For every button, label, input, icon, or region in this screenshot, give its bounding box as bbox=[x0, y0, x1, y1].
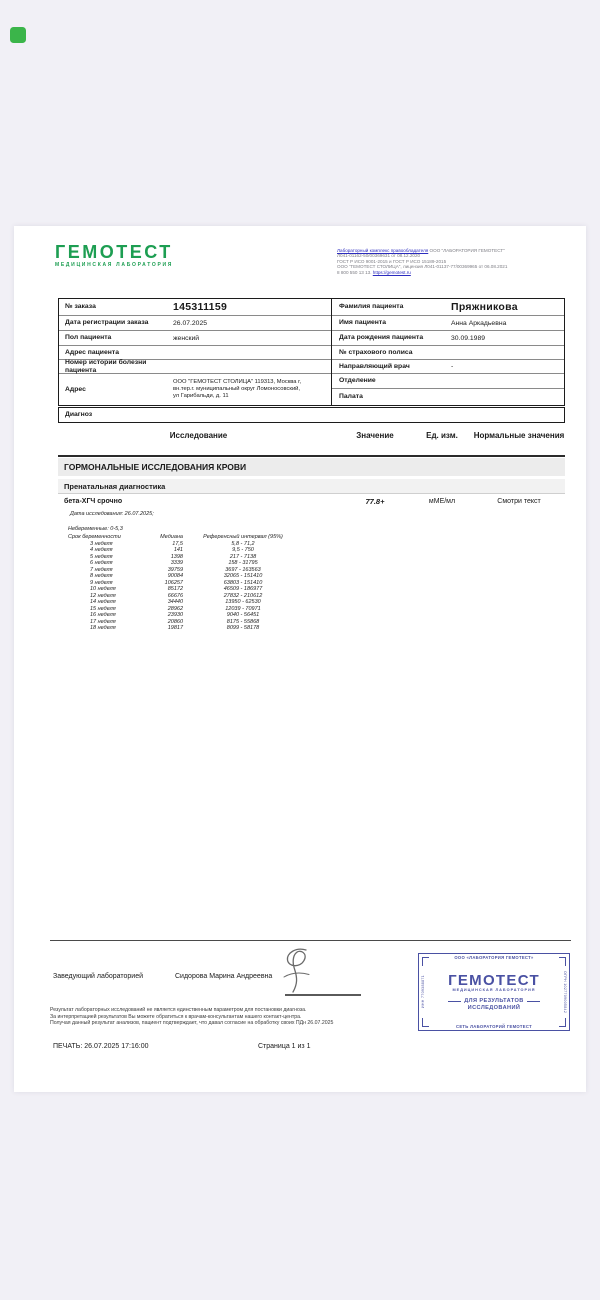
sex-label: Пол пациента bbox=[65, 334, 112, 342]
registration-date-value: 26.07.2025 bbox=[173, 319, 208, 327]
disclaimer bbox=[50, 1007, 333, 1027]
stamp-network: СЕТЬ ЛАБОРАТОРИЙ ГЕМОТЕСТ bbox=[429, 1024, 559, 1029]
study-date: Дата исследования: 26.07.2025; bbox=[70, 511, 154, 517]
reference-row bbox=[58, 625, 303, 632]
signature-image bbox=[269, 946, 324, 994]
stamp-inn: ИНН 7709388871 bbox=[421, 966, 426, 1018]
lab-address-label: Адрес bbox=[65, 385, 86, 393]
order-number-value: 145311159 bbox=[173, 301, 228, 313]
ref-median: 1398 bbox=[170, 553, 183, 560]
first-name-value: Анна Аркадьевна bbox=[451, 319, 507, 327]
history-number-label: Номер истории болезни пациента bbox=[65, 358, 147, 374]
ref-week: 7 неделя bbox=[90, 566, 113, 573]
test-value: 77.8+ bbox=[365, 497, 385, 506]
department-label: Отделение bbox=[339, 377, 376, 385]
ref-median: 66676 bbox=[167, 592, 183, 599]
ref-week: 4 неделя bbox=[90, 547, 113, 553]
ref-header-term: Срок беременности bbox=[68, 534, 121, 540]
results-header-rule bbox=[58, 455, 565, 457]
lab-address-row bbox=[59, 374, 331, 405]
stamp-logo-subtitle: МЕДИЦИНСКАЯ ЛАБОРАТОРИЯ bbox=[452, 988, 536, 993]
stamp-company: ООО «ЛАБОРАТОРИЯ ГЕМОТЕСТ» bbox=[429, 955, 559, 960]
results-table-header bbox=[58, 431, 565, 441]
birth-date-row bbox=[332, 331, 564, 346]
ref-interval: 217 - 7138 bbox=[229, 553, 257, 560]
birth-date-label: Дата рождения пациента bbox=[339, 334, 424, 342]
referring-doctor-row bbox=[332, 360, 564, 374]
website-link[interactable]: https://gemotest.ru bbox=[372, 269, 411, 275]
print-timestamp: ПЕЧАТЬ: 26.07.2025 17:16:00 bbox=[53, 1043, 149, 1050]
license-link[interactable]: Лабораторный комплекс правообладателя bbox=[337, 248, 429, 253]
ref-week: 8 неделя bbox=[90, 573, 113, 579]
disclaimer-line-1: Результат лабораторных исследований не является единственным параметром для постановки диагноза. bbox=[50, 1007, 307, 1013]
ref-interval: 158 - 31795 bbox=[228, 560, 258, 566]
disclaimer-line-3: Получая данный результат анализов, пациент подтверждает, что давал согласие на обработку своих ПДн 26.07.2025 bbox=[50, 1020, 334, 1026]
referring-doctor-label: Направляющий врач bbox=[339, 362, 410, 370]
ref-week: 12 неделя bbox=[90, 592, 116, 599]
lab-logo bbox=[55, 243, 173, 268]
patient-address-label: Адрес пациента bbox=[65, 348, 119, 356]
legal-info bbox=[337, 248, 585, 275]
lab-head-role: Заведующий лабораторией bbox=[53, 973, 143, 980]
registration-date-row bbox=[59, 316, 331, 331]
insurance-policy-label: № страхового полиса bbox=[339, 348, 413, 356]
stamp-inner-frame bbox=[422, 957, 566, 1027]
ref-median: 141 bbox=[173, 547, 183, 553]
ref-median: 20860 bbox=[167, 618, 183, 625]
ref-week: 3 неделя bbox=[90, 540, 113, 547]
ref-interval: 27832 - 210612 bbox=[223, 592, 263, 599]
legal-line-1-rest: ООО "ЛАБОРАТОРИЯ ГЕМОТЕСТ" bbox=[428, 248, 505, 253]
order-info-left-column bbox=[59, 299, 332, 405]
lab-address-value: ООО "ГЕМОТЕСТ СТОЛИЦА" 119313, Москва г, вн.тер.г. муниципальный округ Ломоносовский, ул Гарибальди, д. 11 bbox=[173, 379, 302, 399]
department-row bbox=[332, 374, 564, 389]
subsection-header: Пренатальная диагностика bbox=[58, 479, 565, 494]
ref-week: 14 неделя bbox=[90, 599, 116, 605]
ref-median: 28962 bbox=[167, 605, 183, 612]
ref-median: 34440 bbox=[167, 599, 183, 605]
ref-median: 106257 bbox=[164, 579, 183, 586]
diagnosis-label: Диагноз bbox=[65, 411, 93, 419]
order-number-label: № заказа bbox=[65, 303, 96, 311]
test-name: бета-ХГЧ срочно bbox=[64, 498, 123, 505]
ref-interval: 5,8 - 71,2 bbox=[231, 540, 255, 547]
ref-median: 39759 bbox=[167, 566, 183, 573]
ref-interval: 63803 - 151410 bbox=[223, 579, 263, 586]
ref-median: 19817 bbox=[167, 625, 183, 631]
reference-rows bbox=[58, 541, 303, 632]
ward-row bbox=[332, 389, 564, 405]
first-name-row bbox=[332, 316, 564, 331]
insurance-policy-row bbox=[332, 346, 564, 360]
ref-interval: 46509 - 186977 bbox=[223, 586, 263, 592]
phone-number: 8 800 550 13 13. bbox=[337, 269, 373, 275]
green-square-icon bbox=[10, 27, 26, 43]
disclaimer-line-2: За интерпретацией результатов Вы можете обратиться к врачам-консультантам нашего контакт-центра. bbox=[50, 1013, 302, 1020]
ref-week: 10 неделя bbox=[90, 586, 116, 592]
patient-address-row bbox=[59, 346, 331, 360]
column-value: Значение bbox=[356, 431, 394, 440]
surname-row bbox=[332, 299, 564, 316]
ref-interval: 13950 - 62530 bbox=[225, 599, 261, 605]
page-indicator: Страница 1 из 1 bbox=[258, 1043, 311, 1050]
first-name-label: Имя пациента bbox=[339, 319, 387, 327]
stamp-purpose-2: ИССЛЕДОВАНИЙ bbox=[467, 1005, 521, 1012]
ref-median: 85172 bbox=[167, 586, 183, 592]
ref-interval: 3697 - 163563 bbox=[225, 566, 261, 573]
reference-table bbox=[58, 534, 303, 632]
order-info-right-column bbox=[332, 299, 564, 405]
ref-week: 5 неделя bbox=[90, 553, 113, 560]
ref-interval: 9040 - 56451 bbox=[226, 612, 260, 618]
ref-interval: 8175 - 55868 bbox=[226, 618, 260, 625]
stamp-ogrn: ОГРН 1027709005842 bbox=[563, 966, 568, 1018]
referring-doctor-value: - bbox=[451, 363, 454, 370]
ref-week: 16 неделя bbox=[90, 612, 116, 618]
legal-line-5 bbox=[337, 270, 585, 275]
column-test: Исследование bbox=[169, 431, 228, 440]
lab-stamp bbox=[418, 953, 570, 1031]
sex-value: женский bbox=[173, 334, 200, 342]
stamp-content bbox=[427, 962, 561, 1022]
ref-week: 9 неделя bbox=[90, 579, 113, 586]
document-page bbox=[14, 226, 586, 1092]
ref-interval: 9,5 - 750 bbox=[232, 547, 254, 553]
ward-label: Палата bbox=[339, 393, 363, 401]
ref-interval: 8099 - 58178 bbox=[226, 625, 260, 631]
ref-week: 15 неделя bbox=[90, 605, 116, 612]
ref-header-interval: Референсный интервал (95%) bbox=[203, 534, 283, 540]
ref-week: 6 неделя bbox=[90, 560, 113, 566]
ref-interval: 32065 - 151410 bbox=[223, 573, 263, 579]
ref-week: 18 неделя bbox=[90, 625, 116, 631]
signature-line bbox=[285, 994, 361, 996]
stamp-purpose-line bbox=[448, 998, 539, 1004]
ref-week: 17 неделя bbox=[90, 618, 116, 625]
legal-line-3: ГОСТ Р ИСО 9001-2015 и ГОСТ Р ИСО 15189-2015 bbox=[337, 258, 447, 264]
ref-median: 90084 bbox=[167, 573, 183, 579]
ref-median: 17,5 bbox=[172, 540, 183, 547]
sex-row bbox=[59, 331, 331, 346]
test-normal: Смотри текст bbox=[497, 498, 541, 505]
stamp-dash-left bbox=[448, 1001, 461, 1002]
order-info-table bbox=[58, 298, 565, 406]
ref-median: 3339 bbox=[170, 560, 183, 566]
lab-head-name: Сидорова Марина Андреевна bbox=[175, 973, 273, 980]
legal-line-4: ООО "ГЕМОТЕСТ СТОЛИЦА", лицензия Л041-01137-77/00369965 от 06.08.2021 bbox=[337, 264, 508, 270]
column-normal: Нормальные значения bbox=[473, 431, 565, 440]
stamp-purpose-1: ДЛЯ РЕЗУЛЬТАТОВ bbox=[464, 998, 524, 1005]
result-row bbox=[58, 497, 565, 506]
diagnosis-row bbox=[58, 407, 565, 423]
birth-date-value: 30.09.1989 bbox=[451, 334, 486, 342]
ref-header-median: Медиана bbox=[160, 534, 183, 540]
ref-median: 23930 bbox=[167, 612, 183, 618]
history-number-row bbox=[59, 360, 331, 374]
test-unit: мМЕ/мл bbox=[428, 498, 456, 505]
surname-value: Пряжникова bbox=[451, 301, 518, 313]
ref-interval: 12039 - 70971 bbox=[225, 605, 261, 612]
legal-line-2: Л041-01162-50/00369631 от 08.12.2020 bbox=[337, 253, 421, 259]
order-number-row bbox=[59, 299, 331, 316]
registration-date-label: Дата регистрации заказа bbox=[65, 319, 149, 327]
surname-label: Фамилия пациента bbox=[339, 303, 404, 311]
signature-divider bbox=[50, 940, 571, 941]
nonpregnant-reference: Небеременные: 0-5,3 bbox=[68, 526, 123, 532]
stamp-logo-title: ГЕМОТЕСТ bbox=[448, 971, 540, 989]
column-unit: Ед. изм. bbox=[426, 431, 458, 440]
stamp-dash-right bbox=[527, 1001, 540, 1002]
logo-subtitle: МЕДИЦИНСКАЯ ЛАБОРАТОРИЯ bbox=[55, 262, 174, 268]
logo-title: ГЕМОТЕСТ bbox=[55, 242, 173, 262]
section-header: ГОРМОНАЛЬНЫЕ ИССЛЕДОВАНИЯ КРОВИ bbox=[58, 458, 565, 476]
